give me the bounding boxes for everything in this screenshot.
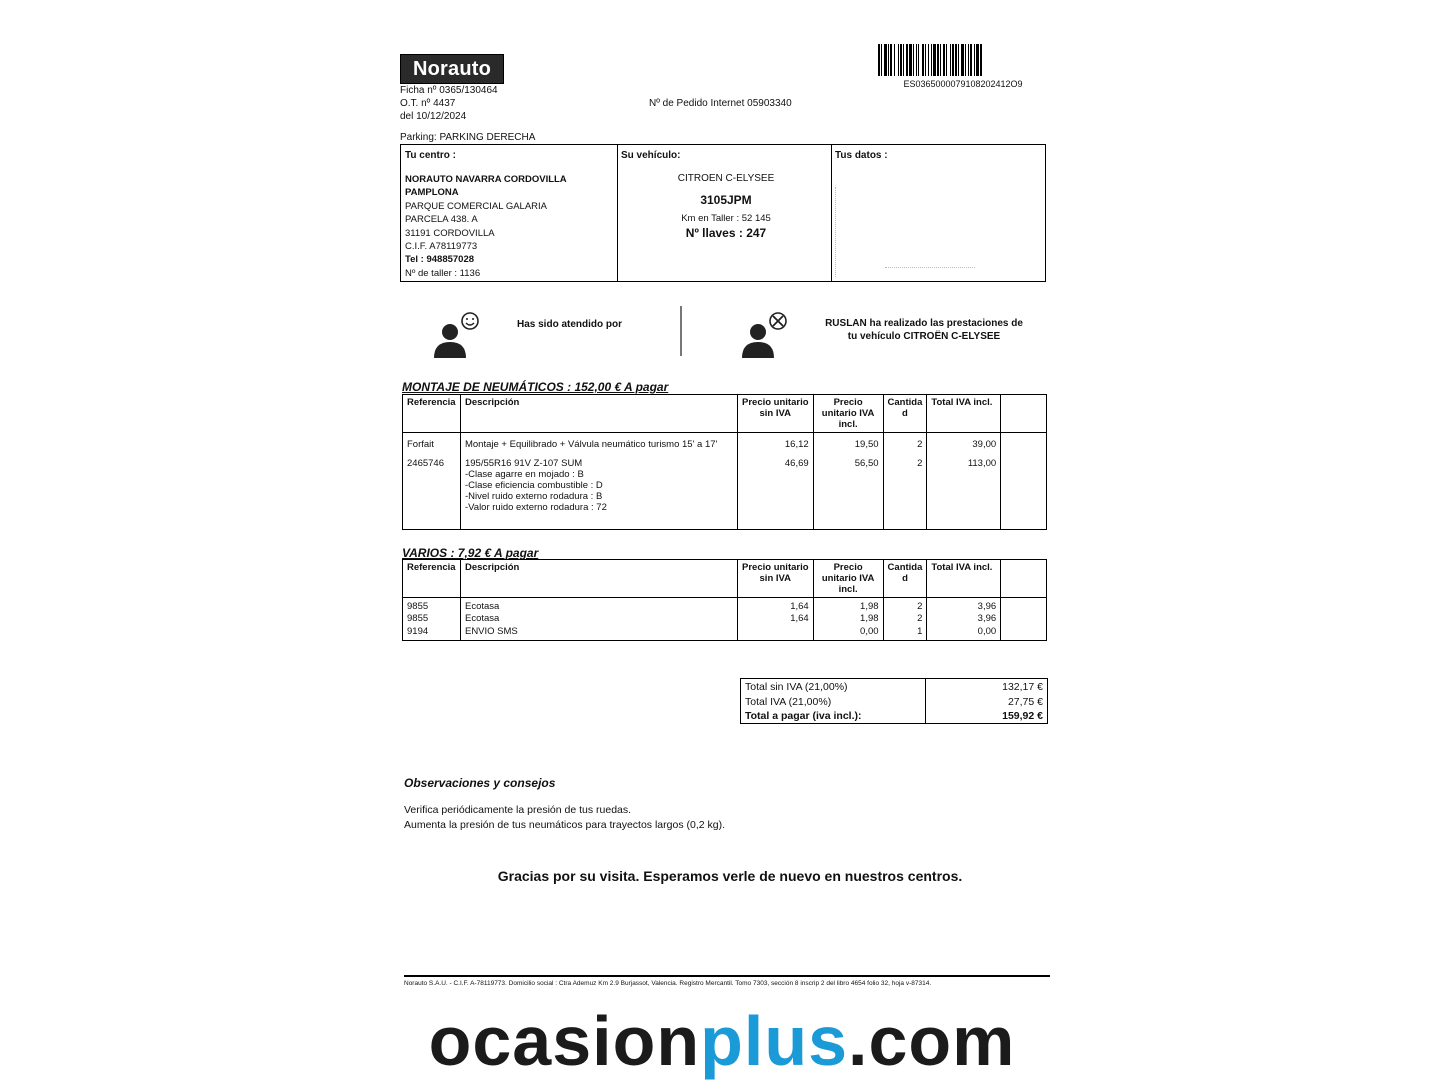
table-row [403, 626, 1047, 641]
cell-empty [1001, 613, 1047, 625]
cell-pu-con: 1,98 [813, 613, 883, 625]
ocasionplus-logo [372, 1002, 1072, 1080]
thanks-message: Gracias por su visita. Esperamos verle de nuevo en nuestros centros. [497, 868, 963, 884]
observacion-line: Aumenta la presión de tus neumáticos para trayectos largos (0,2 kg). [404, 818, 725, 831]
user-tools-icon [740, 312, 792, 358]
col-descripcion: Descripción [460, 395, 737, 433]
totals-box [740, 678, 1048, 724]
varios-title: VARIOS : 7,92 € A pagar [402, 546, 539, 560]
col-empty [1001, 395, 1047, 433]
tyre-label-line: -Clase eficiencia combustible : D [464, 480, 603, 492]
col-total: Total IVA incl. [927, 560, 1001, 598]
centro-line: PARCELA 438. A [405, 214, 478, 226]
vehiculo-llaves: Nº llaves : 247 [685, 226, 767, 240]
cell-pu-sin [737, 626, 813, 641]
cell-pu-sin: 1,64 [737, 598, 813, 614]
brand-part-1: ocasion [428, 1002, 701, 1080]
total-pagar-label: Total a pagar (iva incl.): [745, 710, 862, 722]
table-row [403, 613, 1047, 625]
col-cantidad: Cantida d [883, 395, 927, 433]
cell-pu-con: 1,98 [813, 598, 883, 614]
cell-ref: 9855 [403, 598, 461, 614]
table-row [403, 433, 1047, 457]
cell-desc: ENVIO SMS [460, 626, 737, 641]
norauto-logo: Norauto [400, 54, 504, 84]
col-precio-iva-incl: Precio unitario IVA incl. [813, 395, 883, 433]
table-row [403, 598, 1047, 614]
col-total: Total IVA incl. [927, 395, 1001, 433]
order-date: del 10/12/2024 [400, 111, 467, 122]
vehiculo-plate: 3105JPM [700, 193, 752, 207]
col-referencia: Referencia [403, 395, 461, 433]
cell-cant: 2 [883, 456, 927, 529]
attended-by-label: Has sido atendido por [517, 319, 623, 330]
cell-cant: 2 [883, 598, 927, 614]
total-sin-iva-value: 132,17 € [1002, 681, 1043, 693]
cell-cant: 2 [883, 433, 927, 457]
cell-empty [1001, 626, 1047, 641]
cell-total: 113,00 [927, 456, 1001, 529]
vehiculo-model: CITROEN C-ELYSEE [677, 173, 775, 184]
centro-line: 31191 CORDOVILLA [405, 227, 495, 239]
ficha-number: Ficha nº 0365/130464 [400, 85, 498, 96]
cell-ref: 2465746 [403, 456, 461, 529]
ot-number: O.T. nº 4437 [400, 98, 456, 109]
info-box [400, 144, 1046, 282]
col-referencia: Referencia [403, 560, 461, 598]
montaje-table [402, 394, 1047, 530]
varios-table [402, 559, 1047, 641]
cell-cant: 2 [883, 613, 927, 625]
centro-line: NORAUTO NAVARRA CORDOVILLA [405, 174, 567, 185]
cell-total: 0,00 [927, 626, 1001, 641]
cell-pu-con: 56,50 [813, 456, 883, 529]
centro-line: PARQUE COMERCIAL GALARIA [405, 200, 548, 212]
cell-pu-sin: 1,64 [737, 613, 813, 625]
cell-desc [460, 456, 737, 529]
tyre-label-line: -Nivel ruido externo rodadura : B [464, 491, 603, 503]
vehiculo-km: Km en Taller : 52 145 [681, 213, 771, 224]
total-sin-iva-label: Total sin IVA (21,00%) [745, 681, 848, 693]
footer-rule [404, 975, 1050, 977]
cell-pu-con: 0,00 [813, 626, 883, 641]
cell-desc: Montaje + Equilibrado + Válvula neumático turismo 15' a 17' [460, 433, 737, 457]
cell-pu-sin: 16,12 [737, 433, 813, 457]
total-iva-value: 27,75 € [1007, 695, 1043, 708]
brand-part-2: plus [700, 1002, 849, 1080]
brand-part-3: .com [848, 1002, 1016, 1080]
divider [680, 306, 682, 356]
observaciones-text [404, 803, 725, 832]
tyre-label-line: -Valor ruido externo rodadura : 72 [464, 502, 607, 514]
cell-desc-main: 195/55R16 91V Z-107 SUM [464, 458, 583, 470]
cell-desc: Ecotasa [460, 613, 737, 625]
service-line: RUSLAN ha realizado las prestaciones de [825, 318, 1023, 329]
datos-redacted [835, 167, 985, 277]
cell-ref: Forfait [403, 433, 461, 457]
observaciones-title: Observaciones y consejos [404, 776, 556, 790]
footer-legal: Norauto S.A.U. - C.I.F. A-78119773. Domicilio social : Ctra Ademuz Km 2.9 Burjassot, Valencia. Registro Mercantil. Tomo 7303, sección 8 inscrip 2 del libro 4654 folio 32, hoja v-87314. [404, 980, 932, 987]
table-row [403, 456, 1047, 529]
cell-ref: 9194 [403, 626, 461, 641]
cell-cant: 1 [883, 626, 927, 641]
centro-line: C.I.F. A78119773 [405, 241, 478, 253]
centro-line: Tel : 948857028 [405, 254, 475, 266]
service-line: tu vehículo CITROËN C-ELYSEE [847, 331, 1001, 342]
cell-total: 39,00 [927, 433, 1001, 457]
cell-pu-sin: 46,69 [737, 456, 813, 529]
centro-line: PAMPLONA [405, 187, 459, 199]
centro-title: Tu centro : [405, 150, 456, 161]
cell-total: 3,96 [927, 613, 1001, 625]
cell-empty [1001, 433, 1047, 457]
col-empty [1001, 560, 1047, 598]
service-description [800, 317, 1048, 343]
vehiculo-title: Su vehículo: [621, 150, 681, 161]
total-pagar-value: 159,92 € [1002, 710, 1043, 722]
datos-title: Tus datos : [835, 150, 888, 161]
col-precio-sin-iva: Precio unitario sin IVA [737, 395, 813, 433]
montaje-title: MONTAJE DE NEUMÁTICOS : 152,00 € A pagar [402, 380, 669, 394]
parking-label: Parking: PARKING DERECHA [400, 132, 536, 143]
cell-total: 3,96 [927, 598, 1001, 614]
cell-desc: Ecotasa [460, 598, 737, 614]
col-cantidad: Cantida d [883, 560, 927, 598]
col-descripcion: Descripción [460, 560, 737, 598]
cell-pu-con: 19,50 [813, 433, 883, 457]
col-precio-sin-iva: Precio unitario sin IVA [737, 560, 813, 598]
cell-empty [1001, 456, 1047, 529]
centro-line: Nº de taller : 1136 [405, 267, 481, 279]
pedido-number: Nº de Pedido Internet 05903340 [649, 98, 792, 109]
cell-ref: 9855 [403, 613, 461, 625]
centro-details [405, 173, 567, 280]
tyre-label-line: -Clase agarre en mojado : B [464, 469, 584, 481]
barcode-number: ES0365000079108202412O9 [903, 79, 1023, 89]
total-iva-label: Total IVA (21,00%) [745, 695, 832, 708]
cell-empty [1001, 598, 1047, 614]
col-precio-iva-incl: Precio unitario IVA incl. [813, 560, 883, 598]
barcode-icon [878, 44, 1046, 76]
observacion-line: Verifica periódicamente la presión de tus ruedas. [404, 804, 632, 816]
user-smile-icon [432, 312, 484, 358]
